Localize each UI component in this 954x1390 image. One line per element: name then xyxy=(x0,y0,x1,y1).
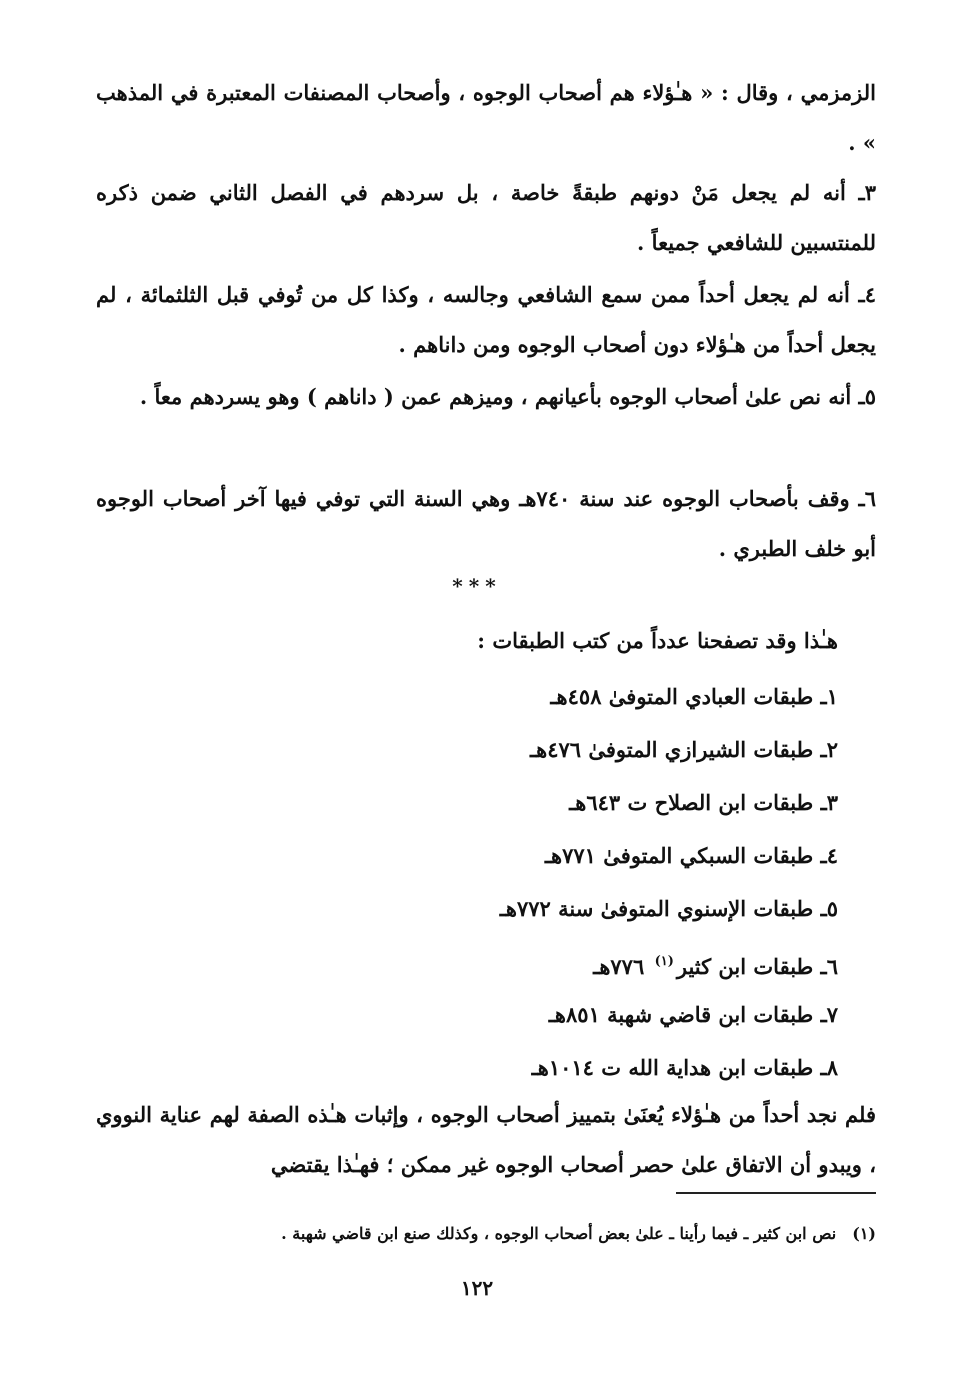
page-number: ١٢٢ xyxy=(460,1276,494,1300)
list-item: ٤ـ طبقات السبكي المتوفىٰ ٧٧١هـ xyxy=(544,843,838,868)
footnote-reference: (١) xyxy=(654,954,674,969)
list-intro: هـٰذا وقد تصفحنا عدداً من كتب الطبقات : xyxy=(477,628,838,653)
list-item: ٧ـ طبقات ابن قاضي شهبة ٨٥١هـ xyxy=(548,1002,838,1027)
list-item: ١ـ طبقات العبادي المتوفىٰ ٤٥٨هـ xyxy=(550,684,838,709)
paragraph-point-4: ٤ـ أنه لم يجعل أحداً ممن سمع الشافعي وجالسه ، وكذا كل من تُوفي قبل الثلثمائة ، لم يجعل أحداً من هـٰؤلاء دون أصحاب الوجوه ومن داناهم . xyxy=(96,282,876,357)
paragraph-point-6: ٦ـ وقف بأصحاب الوجوه عند سنة ٧٤٠هـ وهي السنة التي توفي فيها آخر أصحاب الوجوه أبو خلف الطبري . xyxy=(96,486,876,561)
footnote-marker: (١) xyxy=(852,1224,876,1243)
paragraph-conclusion: فلم نجد أحداً من هـٰؤلاء يُعنَىٰ بتمييز أصحاب الوجوه ، وإثبات هـٰذه الصفة لهم عناية النووي ، ويبدو أن الاتفاق علىٰ حصر أصحاب الوجوه غير ممكن ؛ فهـٰذا يقتضي xyxy=(96,1102,876,1177)
section-separator: *** xyxy=(452,574,502,598)
list-item-label: ٦ـ طبقات ابن كثير xyxy=(676,954,838,979)
list-item-with-footnote xyxy=(500,935,838,988)
list-item-year: ٧٧٦هـ xyxy=(593,954,645,979)
footnote-text: نص ابن كثير ـ فيما رأينا ـ علىٰ بعض أصحاب الوجوه ، وكذلك صنع ابن قاضي شهبة . xyxy=(281,1224,837,1243)
paragraph-point-3: ٣ـ أنه لم يجعل مَنْ دونهم طبقةً خاصة ، بل سردهم في الفصل الثاني ضمن ذكره للمنتسبين للشافعي جميعاً . xyxy=(96,180,876,255)
footnote xyxy=(281,1216,876,1252)
list-item: ٣ـ طبقات ابن الصلاح ت ٦٤٣هـ xyxy=(569,790,838,815)
paragraph-point-5: ٥ـ أنه نص علىٰ أصحاب الوجوه بأعيانهم ، وميزهم عمن ( داناهم ) وهو يسردهم معاً . xyxy=(139,384,876,409)
footnote-divider xyxy=(676,1192,876,1194)
paragraph-quote: الزمزمي ، وقال : « هـٰؤلاء هم أصحاب الوجوه ، وأصحاب المصنفات المعتبرة في المذهب » . xyxy=(96,80,876,155)
tabaqat-list xyxy=(500,670,838,1094)
list-item: ٢ـ طبقات الشيرازي المتوفىٰ ٤٧٦هـ xyxy=(529,737,838,762)
list-item: ٥ـ طبقات الإسنوي المتوفىٰ سنة ٧٧٢هـ xyxy=(499,896,838,921)
list-item: ٨ـ طبقات ابن هداية الله ت ١٠١٤هـ xyxy=(531,1055,838,1080)
